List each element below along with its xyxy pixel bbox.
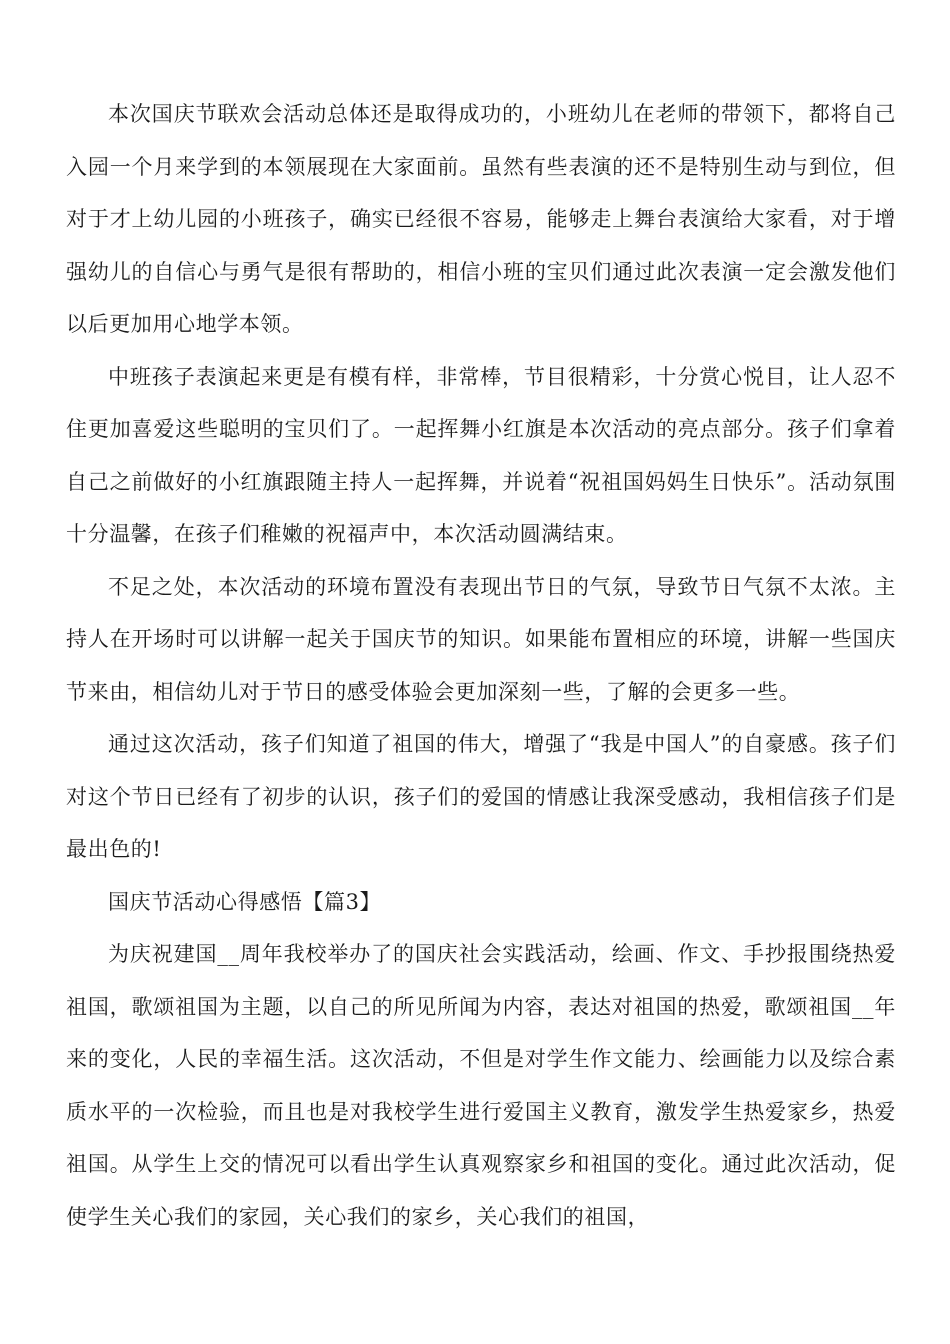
paragraph-kindergarten-middle-class: 中班孩子表演起来更是有模有样，非常棒，节目很精彩，十分赏心悦目，让人忍不住更加喜爱这些聪明的宝贝们了。一起挥舞小红旗是本次活动的亮点部分。孩子们拿着自己之前做好的小红旗跟随主持人一起挥舞，并说着“祝祖国妈妈生日快乐”。活动氛围十分温馨，在孩子们稚嫩的祝福声中，本次活动圆满结束。 — [66, 364, 896, 546]
document-page — [66, 88, 896, 1243]
paragraph-conclusion: 通过这次活动，孩子们知道了祖国的伟大，增强了“我是中国人”的自豪感。孩子们对这个节日已经有了初步的认识，孩子们的爱国的情感让我深受感动，我相信孩子们是最出色的! — [66, 732, 896, 861]
paragraph-shortcomings: 不足之处，本次活动的环境布置没有表现出节日的气氛，导致节日气氛不太浓。主持人在开场时可以讲解一起关于国庆节的知识。如果能布置相应的环境，讲解一些国庆节来由，相信幼儿对于节日的感受体验会更加深刻一些，了解的会更多一些。 — [66, 574, 896, 704]
paragraph-kindergarten-small-class: 本次国庆节联欢会活动总体还是取得成功的，小班幼儿在老师的带领下，都将自己入园一个月来学到的本领展现在大家面前。虽然有些表演的还不是特别生动与到位，但对于才上幼儿园的小班孩子，确实已经很不容易，能够走上舞台表演给大家看，对于增强幼儿的自信心与勇气是很有帮助的，相信小班的宝贝们通过此次表演一定会激发他们以后更加用心地学本领。 — [66, 102, 896, 336]
paragraph-school-activity: 为庆祝建国__周年我校举办了的国庆社会实践活动，绘画、作文、手抄报围绕热爱祖国，歌颂祖国为主题，以自己的所见所闻为内容，表达对祖国的热爱，歌颂祖国__年来的变化，人民的幸福生活。这次活动，不但是对学生作文能力、绘画能力以及综合素质水平的一次检验，而且也是对我校学生进行爱国主义教育，激发学生热爱家乡，热爱祖国。从学生上交的情况可以看出学生认真观察家乡和祖国的变化。通过此次活动，促使学生关心我们的家园，关心我们的家乡，关心我们的祖国， — [66, 942, 896, 1229]
section-heading: 国庆节活动心得感悟【篇3】 — [108, 889, 382, 914]
